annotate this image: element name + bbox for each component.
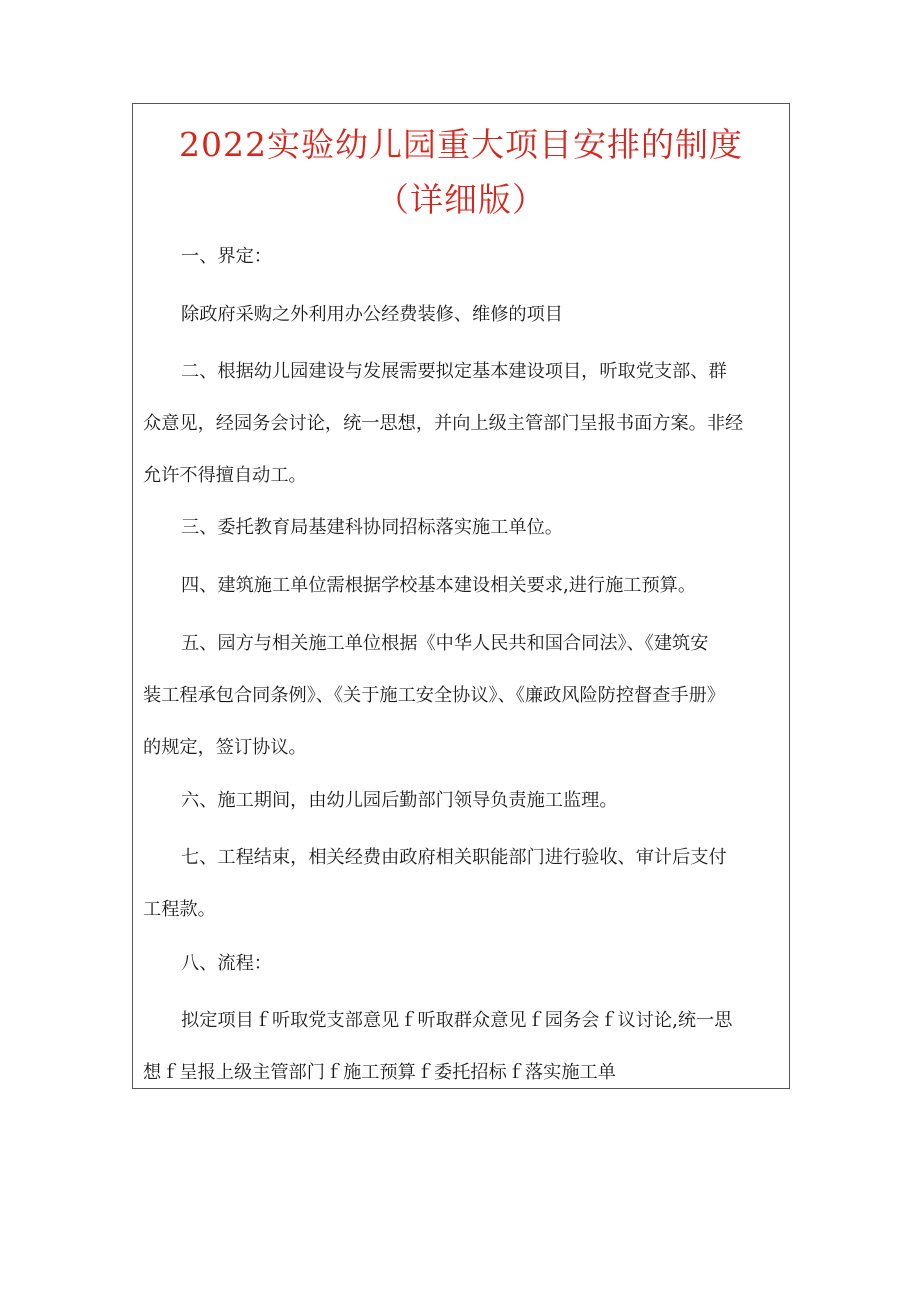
- paragraph-definition: 除政府采购之外利用办公经费装修、维修的项目: [181, 304, 563, 325]
- paragraph-item-3: 三、委托教育局基建科协同招标落实施工单位。: [181, 517, 563, 538]
- paragraph-item-5: 五、园方与相关施工单位根据《中华人民共和国合同法》、《建筑安 装工程承包合同条例》、《关于施工安全协议》、《廉政风险防控督查手册》 的规定，签订协议。: [143, 633, 725, 758]
- paragraph-item-7: 七、工程结束，相关经费由政府相关职能部门进行验收、审计后支付 工程款。: [143, 847, 727, 920]
- paragraph-process-flow: 拟定项目ｆ听取党支部意见ｆ听取群众意见ｆ园务会ｆ议讨论,统一思 想ｆ呈报上级主管部门ｆ施工预算ｆ委托招标ｆ落实施工单: [143, 1010, 733, 1083]
- paragraph-item-2: 二、根据幼儿园建设与发展需要拟定基本建设项目，听取党支部、群 众意见，经园务会讨论，统一思想，并向上级主管部门呈报书面方案。非经 允许不得擅自动工。: [143, 361, 744, 486]
- document-subtitle: （详细版）: [376, 180, 546, 219]
- paragraph-item-4: 四、建筑施工单位需根据学校基本建设相关要求,进行施工预算。: [181, 575, 697, 596]
- paragraph-item-6: 六、施工期间，由幼儿园后勤部门领导负责施工监理。: [181, 790, 618, 811]
- paragraph-definition-heading: 一、界定：: [181, 246, 272, 267]
- paragraph-item-8: 八、流程：: [181, 953, 272, 974]
- document-title: 2022实验幼儿园重大项目安排的制度: [179, 125, 743, 164]
- document-frame: [132, 103, 790, 1089]
